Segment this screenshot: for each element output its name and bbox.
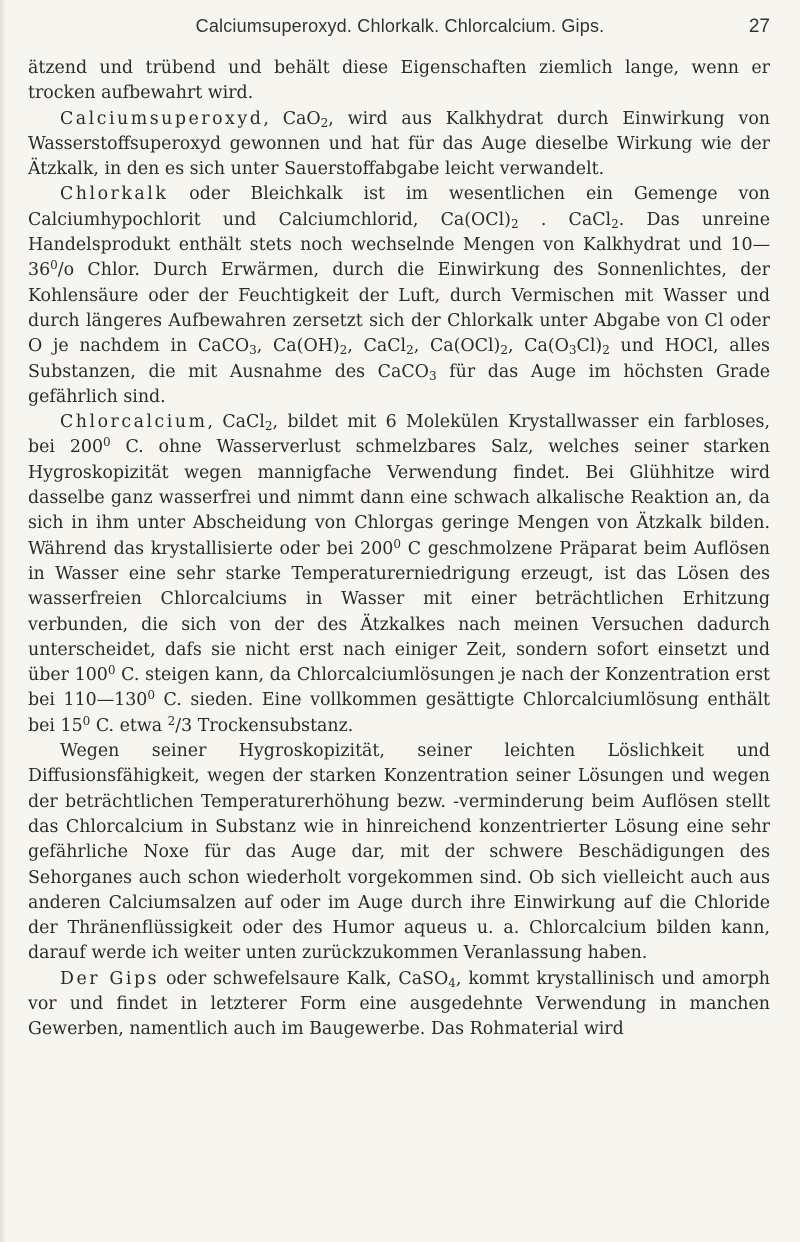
paragraph-chlorkalk: Chlorkalk oder Bleichkalk ist im wesentlichen ein Gemenge von Calciumhypochlorit und Calciumchlorid, $Ca(OCl)_2$ . CaCl$_2$. Das unreine Handelsprodukt enthält stets noch wechselnde Mengen von Kalkhydrat und $10—36^0/o$ Chlor. Durch Erwärmen, durch die Einwirkung des Sonnenlichtes, der Kohlensäure oder der Feuchtigkeit der Luft, durch Vermischen mit Wasser und durch längeres Aufbewahren zersetzt sich der Chlorkalk unter Abgabe von Cl oder O je nachdem in CaCO$_3$, $Ca(OH)_2$, CaCl$_2$, $Ca(OCl)_2$, $Ca(O_3Cl)_2$ und HOCl, alles Substanzen, die mit Ausnahme des CaCO$_3$ für das Auge im höchsten Grade gefährlich sind. bbox=[28, 184, 771, 407]
term-chlorkalk: Chlorkalk bbox=[60, 184, 169, 205]
paragraph-calciumsuperoxyd: Calciumsuperoxyd, CaO$_2$, wird aus Kalkhydrat durch Einwirkung von Wasserstoffsuperoxyd gewonnen und hat für das Auge dieselbe Wirkung wie der Ätzkalk, in den es sich unter Sauerstoffabgabe leicht verwandelt. bbox=[28, 108, 770, 180]
term-calciumsuperoxyd: Calciumsuperoxyd bbox=[60, 108, 264, 129]
page-number: 27 bbox=[748, 16, 770, 37]
paragraph-continuation: ätzend und trübend und behält diese Eigenschaften ziemlich lange, wenn er trocken aufbewahrt wird. bbox=[28, 58, 770, 104]
paragraph-gips: Der Gips oder schwefelsaure Kalk, CaSO$_4$, kommt krystallinisch und amorph vor und findet in letzterer Form eine ausgedehnte Verwendung in manchen Gewerben, namentlich auch im Baugewerbe. Das Rohmaterial wird bbox=[28, 968, 770, 1040]
running-head: Calciumsuperoxyd. Chlorkalk. Chlorcalcium. Gips. bbox=[195, 16, 605, 36]
paragraph-chlorcalcium: Chlorcalcium, CaCl$_2$, bildet mit 6 Molekülen Krystallwasser ein farbloses, bei $200^0$ C. ohne Wasserverlust schmelzbares Salz, welches seiner starken Hygroskopizität wegen mannigfache Verwendung findet. Bei Glühhitze wird dasselbe ganz wasserfrei und nimmt dann eine schwach alkalische Reaktion an, da sich in ihm unter Abscheidung von Chlorgas geringe Mengen von Ätzkalk bilden. Während das krystallisierte oder bei $200^0$ C geschmolzene Präparat beim Auflösen in Wasser eine sehr starke Temperaturerniedrigung erzeugt, ist das Lösen des wasserfreien Chlorcalciums in Wasser mit einer beträchtlichen Erhitzung verbunden, die sich von der des Ätzkalkes nach meinen Versuchen dadurch unterscheidet, dafs sie nicht erst nach einiger Zeit, sondern sofort einsetzt und über $100^0$ C. steigen kann, da Chlorcalciumlösungen je nach der Konzentration erst bei $110—130^0$ C. sieden. Eine vollkommen gesättigte Chlorcalciumlösung enthält bei $15^0$ C. etwa $^2$/3 Trockensubstanz. bbox=[28, 412, 771, 736]
body-text bbox=[28, 56, 770, 1043]
page-header bbox=[0, 16, 800, 46]
term-gips: Der Gips bbox=[60, 968, 160, 989]
paragraph-hygroskopizitaet: Wegen seiner Hygroskopizität, seiner leichten Löslichkeit und Diffusionsfähigkeit, wegen der starken Konzentration seiner Lösungen und wegen der beträchtlichen Temperaturerhöhung bezw. -verminderung beim Auflösen stellt das Chlorcalcium in Substanz wie in hinreichend konzentrierter Lösung eine sehr gefährliche Noxe für das Auge dar, mit der schwere Beschädigungen des Sehorganes auch schon wiederholt vorgekommen sind. Ob sich vielleicht auch aus anderen Calciumsalzen auf oder im Auge durch ihre Einwirkung auf die Chloride der Thränenflüssigkeit oder des Humor aqueus u. a. Chlorcalcium bilden kann, darauf werde ich weiter unten zurückzukommen Veranlassung haben. bbox=[28, 741, 770, 964]
term-chlorcalcium: Chlorcalcium bbox=[60, 412, 208, 433]
page-gutter-shadow bbox=[0, 0, 6, 1242]
